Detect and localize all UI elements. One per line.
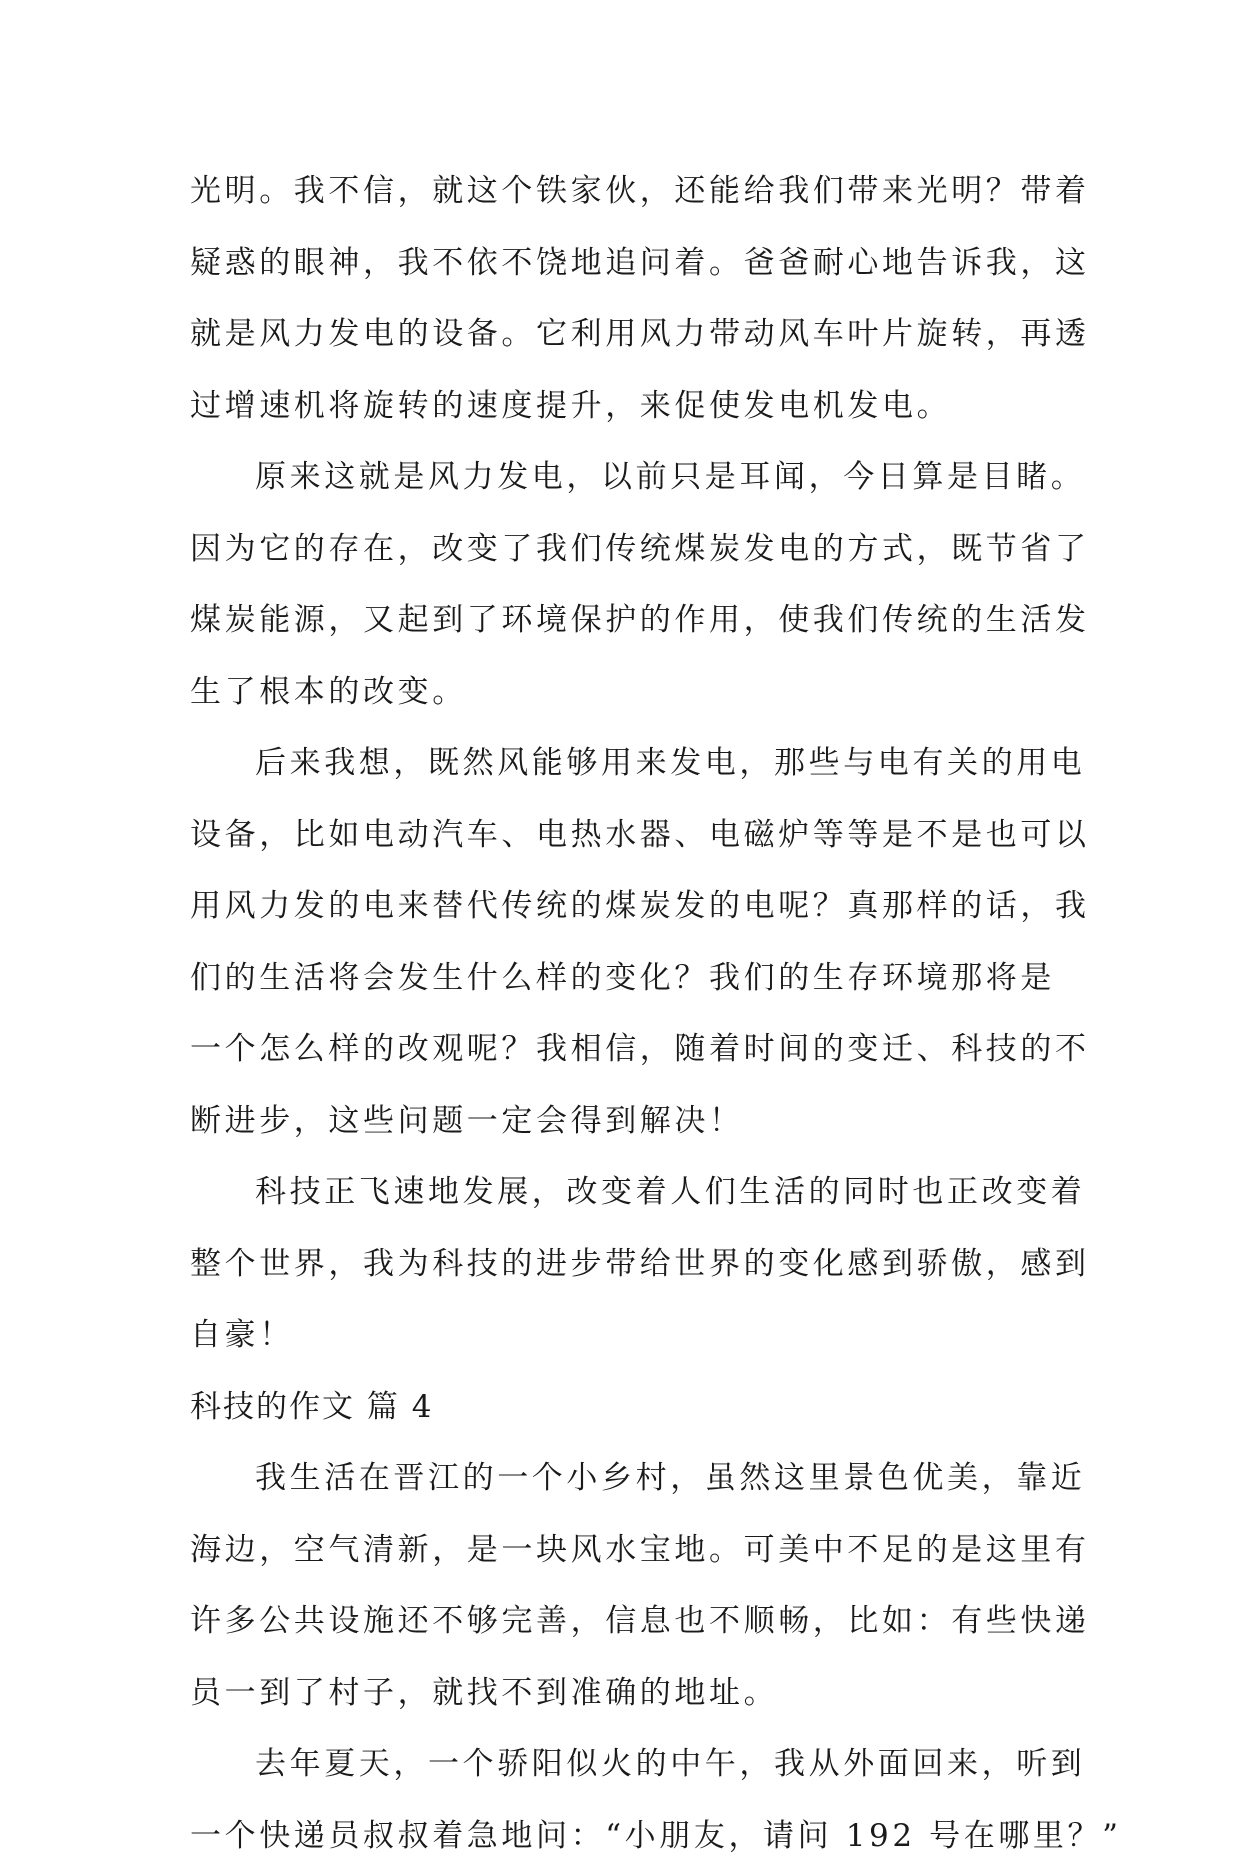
text-line: 用风力发的电来替代传统的煤炭发的电呢？真那样的话，我 — [190, 871, 1070, 943]
section-heading: 科技的作文 篇 4 — [190, 1372, 1070, 1444]
text-line: 断进步，这些问题一定会得到解决！ — [190, 1086, 1070, 1158]
text-line: 员一到了村子，就找不到准确的地址。 — [190, 1658, 1070, 1730]
text-line: 煤炭能源，又起到了环境保护的作用，使我们传统的生活发 — [190, 585, 1070, 657]
paragraph-first-line: 科技正飞速地发展，改变着人们生活的同时也正改变着 — [190, 1157, 1070, 1229]
paragraph-first-line: 原来这就是风力发电，以前只是耳闻，今日算是目睹。 — [190, 442, 1070, 514]
text-line: 疑惑的眼神，我不依不饶地追问着。爸爸耐心地告诉我，这 — [190, 228, 1070, 300]
text-line: 们的生活将会发生什么样的变化？我们的生存环境那将是 — [190, 943, 1070, 1015]
text-line: 海边，空气清新，是一块风水宝地。可美中不足的是这里有 — [190, 1515, 1070, 1587]
text-line: 因为它的存在，改变了我们传统煤炭发电的方式，既节省了 — [190, 514, 1070, 586]
text-line: 自豪！ — [190, 1300, 1070, 1372]
text-line: 许多公共设施还不够完善，信息也不顺畅，比如：有些快递 — [190, 1586, 1070, 1658]
paragraph-first-line: 后来我想，既然风能够用来发电，那些与电有关的用电 — [190, 728, 1070, 800]
text-line: 设备，比如电动汽车、电热水器、电磁炉等等是不是也可以 — [190, 800, 1070, 872]
paragraph-first-line: 我生活在晋江的一个小乡村，虽然这里景色优美，靠近 — [190, 1443, 1070, 1515]
paragraph-first-line: 去年夏天，一个骄阳似火的中午，我从外面回来，听到 — [190, 1729, 1070, 1801]
text-line: 过增速机将旋转的速度提升，来促使发电机发电。 — [190, 371, 1070, 443]
text-line: 整个世界，我为科技的进步带给世界的变化感到骄傲，感到 — [190, 1229, 1070, 1301]
text-line: 一个快递员叔叔着急地问：“小朋友，请问 192 号在哪里？” — [190, 1801, 1070, 1872]
text-line: 生了根本的改变。 — [190, 657, 1070, 729]
text-line: 光明。我不信，就这个铁家伙，还能给我们带来光明？带着 — [190, 156, 1070, 228]
text-line: 一个怎么样的改观呢？我相信，随着时间的变迁、科技的不 — [190, 1014, 1070, 1086]
document-body — [190, 156, 1070, 1872]
text-line: 就是风力发电的设备。它利用风力带动风车叶片旋转，再透 — [190, 299, 1070, 371]
